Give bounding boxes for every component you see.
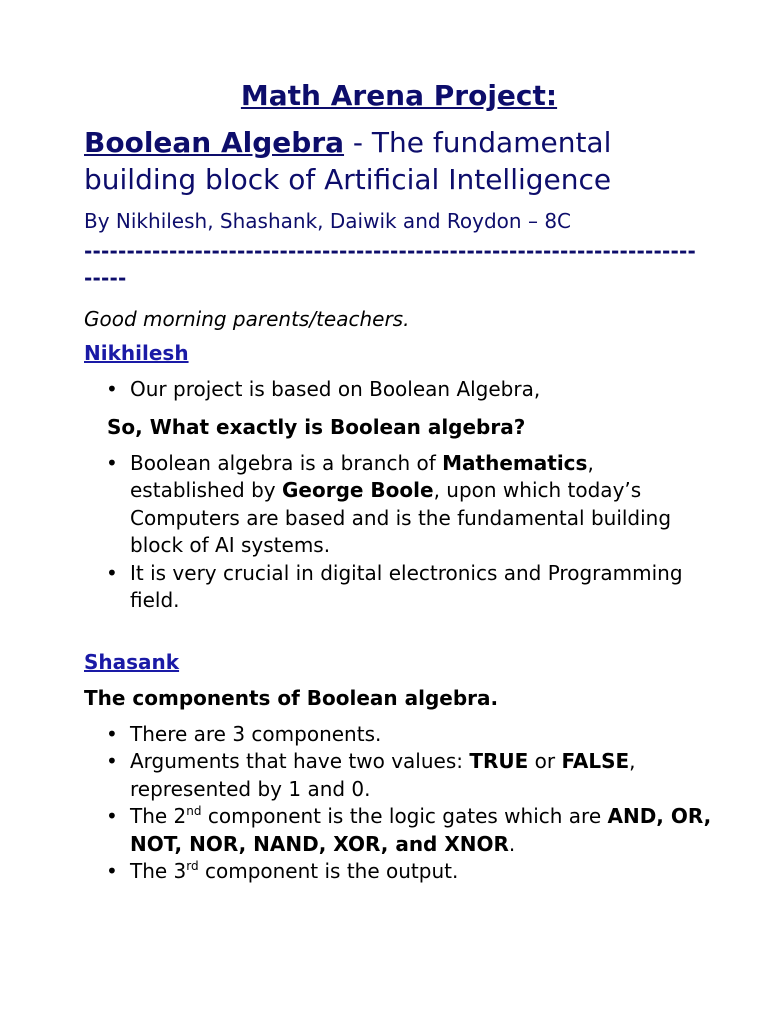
list-item [130, 748, 714, 803]
list-item [130, 376, 714, 404]
intro-list [84, 376, 714, 404]
list-item [130, 803, 714, 858]
list-item-text: , represented by 1 and 0. [130, 749, 636, 801]
list-item-text: Our project is based on Boolean Algebra, [130, 377, 541, 401]
list-item-text: The 2 [130, 804, 187, 828]
list-item-text: There are 3 components. [130, 721, 382, 746]
subtitle-topic: Boolean Algebra [84, 126, 345, 159]
list-item-text: The 3 [130, 859, 187, 883]
greeting: Good morning parents/teachers. [84, 307, 410, 331]
bold-term: Mathematics [442, 450, 588, 475]
ordinal-superscript: nd [186, 804, 202, 818]
list-item-text: . [508, 831, 516, 856]
authors-line: By Nikhilesh, Shashank, Daiwik and Roydon – 8C [84, 209, 572, 233]
bold-term: FALSE [561, 749, 630, 773]
list-item [130, 560, 714, 615]
list-item-text: component is the logic gates which are [201, 804, 608, 828]
bold-term: George Boole [281, 478, 434, 502]
list-item [130, 858, 714, 886]
section-heading: The components of Boolean algebra. [84, 685, 499, 710]
subtitle [84, 124, 714, 198]
list-item [130, 721, 714, 749]
page-title: Math Arena Project: [240, 79, 558, 112]
definition-list [84, 450, 714, 615]
dashed-divider: ----------------------------------------------------------------------------- [84, 239, 697, 290]
list-item-text: component is the output. [198, 859, 459, 883]
speaker-shasank: Shasank [84, 649, 180, 674]
list-item [130, 450, 714, 560]
speaker-nikhilesh: Nikhilesh [84, 341, 189, 365]
ordinal-superscript: rd [186, 859, 199, 873]
list-item-text: It is very crucial in digital electronics and Programming field. [130, 560, 683, 612]
subtitle-description: - The fundamental building block of Artificial Intelligence [84, 126, 612, 196]
list-item-text: Arguments that have two values: [130, 749, 470, 773]
list-item-text: or [528, 749, 562, 773]
components-list [84, 721, 714, 886]
bold-term: TRUE [469, 749, 529, 773]
list-item-text: , established by [130, 450, 594, 502]
question-heading: So, What exactly is Boolean algebra? [107, 414, 526, 439]
bold-term: AND, OR, NOT, NOR, NAND, XOR, and XNOR [130, 804, 712, 856]
list-item-text: Boolean algebra is a branch of [130, 450, 443, 475]
document-page [84, 74, 714, 886]
list-item-text: , upon which today’s Computers are based and is the fundamental building block of AI systems. [130, 478, 672, 557]
